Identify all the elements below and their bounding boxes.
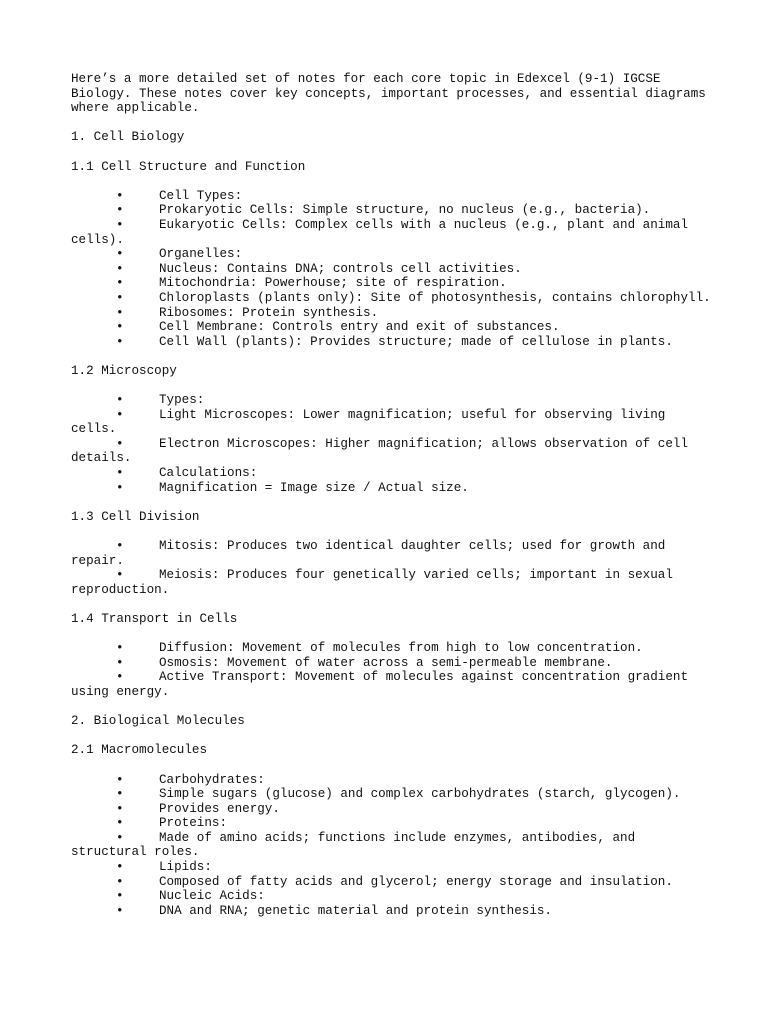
- bullet-text: Prokaryotic Cells: Simple structure, no nucleus (e.g., bacteria).: [159, 203, 651, 218]
- bullet-text: Magnification = Image size / Actual size.: [159, 480, 469, 495]
- bullet-item: [71, 306, 711, 321]
- bullet-item: [71, 904, 711, 919]
- bullet-dot-icon: •: [116, 480, 124, 495]
- bullet-dot-icon: •: [116, 816, 124, 831]
- bullet-dot-icon: •: [116, 188, 124, 203]
- bullet-list: [71, 539, 711, 597]
- bullet-item: [71, 276, 711, 291]
- bullet-item: [71, 203, 711, 218]
- section-heading: 2. Biological Molecules: [71, 714, 245, 729]
- bullet-dot-icon: •: [116, 261, 124, 276]
- bullet-dot-icon: •: [116, 874, 124, 889]
- bullet-dot-icon: •: [116, 860, 124, 875]
- bullet-text: Mitosis: Produces two identical daughter cells; used for growth and repair.: [71, 539, 673, 568]
- bullet-dot-icon: •: [116, 670, 124, 685]
- bullet-dot-icon: •: [116, 466, 124, 481]
- bullet-item: [71, 816, 711, 831]
- bullet-dot-icon: •: [116, 203, 124, 218]
- bullet-text: Mitochondria: Powerhouse; site of respiration.: [159, 276, 507, 291]
- bullet-text: Simple sugars (glucose) and complex carbohydrates (starch, glycogen).: [159, 787, 681, 802]
- bullet-item: [71, 787, 711, 802]
- bullet-dot-icon: •: [116, 393, 124, 408]
- bullet-dot-icon: •: [116, 903, 124, 918]
- bullet-list: [71, 189, 711, 350]
- bullet-text: Provides energy.: [159, 801, 280, 816]
- bullet-text: Eukaryotic Cells: Complex cells with a nucleus (e.g., plant and animal cells).: [71, 217, 696, 247]
- bullet-dot-icon: •: [116, 290, 124, 305]
- bullet-text: Light Microscopes: Lower magnification; useful for observing living cells.: [71, 407, 673, 437]
- bullet-dot-icon: •: [116, 247, 124, 262]
- bullet-item: [71, 408, 711, 437]
- bullet-item: [71, 568, 711, 597]
- bullet-item: [71, 802, 711, 817]
- bullet-text: Lipids:: [159, 860, 212, 875]
- bullet-dot-icon: •: [116, 801, 124, 816]
- document-page: [71, 72, 714, 933]
- bullet-text: Carbohydrates:: [159, 772, 265, 787]
- bullet-dot-icon: •: [116, 407, 124, 422]
- bullet-text: Meiosis: Produces four genetically varied cells; important in sexual reproduction.: [71, 568, 681, 597]
- subsection-heading: 1.2 Microscopy: [71, 363, 177, 378]
- bullet-item: [71, 335, 711, 350]
- bullet-text: Cell Wall (plants): Provides structure; made of cellulose in plants.: [159, 334, 673, 349]
- bullet-item: [71, 481, 711, 496]
- bullet-dot-icon: •: [116, 217, 124, 232]
- bullet-item: [71, 466, 711, 481]
- bullet-text: Osmosis: Movement of water across a semi-permeable membrane.: [159, 655, 613, 670]
- bullet-item: [71, 641, 711, 656]
- bullet-text: DNA and RNA; genetic material and protein synthesis.: [159, 903, 552, 918]
- bullet-item: [71, 218, 711, 247]
- bullet-text: Calculations:: [159, 466, 258, 481]
- bullet-text: Organelles:: [159, 247, 243, 262]
- bullet-text: Cell Membrane: Controls entry and exit of substances.: [159, 320, 560, 335]
- bullet-dot-icon: •: [116, 276, 124, 291]
- bullet-item: [71, 247, 711, 262]
- bullet-dot-icon: •: [116, 539, 124, 553]
- subsection-heading: 2.1 Macromolecules: [71, 743, 208, 758]
- bullet-item: [71, 539, 711, 568]
- bullet-dot-icon: •: [116, 787, 124, 802]
- notes-sections: [71, 130, 711, 918]
- bullet-item: [71, 875, 711, 890]
- bullet-text: Made of amino acids; functions include enzymes, antibodies, and structural roles.: [71, 830, 643, 860]
- bullet-item: [71, 320, 711, 335]
- bullet-text: Types:: [159, 393, 205, 408]
- bullet-item: [71, 773, 711, 788]
- bullet-text: Electron Microscopes: Higher magnification; allows observation of cell details.: [71, 436, 696, 466]
- bullet-text: Active Transport: Movement of molecules against concentration gradient using energy.: [71, 670, 696, 699]
- bullet-dot-icon: •: [116, 772, 124, 787]
- bullet-text: Cell Types:: [159, 188, 243, 203]
- intro-paragraph: Here’s a more detailed set of notes for each core topic in Edexcel (9-1) IGCSE Biology. These notes cover key concepts, important processes, and essential diagrams where applicable.: [71, 72, 714, 116]
- bullet-text: Nucleic Acids:: [159, 889, 265, 904]
- bullet-text: Diffusion: Movement of molecules from high to low concentration.: [159, 641, 643, 656]
- subsection-heading: 1.4 Transport in Cells: [71, 611, 238, 626]
- bullet-dot-icon: •: [116, 655, 124, 670]
- bullet-item: [71, 291, 711, 306]
- bullet-item: [71, 831, 711, 860]
- bullet-list: [71, 773, 711, 919]
- bullet-list: [71, 393, 711, 495]
- bullet-text: Ribosomes: Protein synthesis.: [159, 305, 379, 320]
- bullet-dot-icon: •: [116, 305, 124, 320]
- bullet-item: [71, 262, 711, 277]
- bullet-text: Proteins:: [159, 816, 228, 831]
- bullet-dot-icon: •: [116, 320, 124, 335]
- bullet-dot-icon: •: [116, 830, 124, 845]
- bullet-item: [71, 437, 711, 466]
- bullet-item: [71, 860, 711, 875]
- bullet-text: Nucleus: Contains DNA; controls cell activities.: [159, 261, 522, 276]
- bullet-text: Composed of fatty acids and glycerol; energy storage and insulation.: [159, 874, 673, 889]
- bullet-item: [71, 393, 711, 408]
- bullet-dot-icon: •: [116, 889, 124, 904]
- bullet-item: [71, 889, 711, 904]
- bullet-text: Chloroplasts (plants only): Site of photosynthesis, contains chlorophyll.: [159, 290, 711, 305]
- bullet-item: [71, 670, 711, 699]
- subsection-heading: 1.3 Cell Division: [71, 509, 200, 524]
- bullet-list: [71, 641, 711, 699]
- bullet-item: [71, 656, 711, 671]
- bullet-dot-icon: •: [116, 641, 124, 656]
- bullet-dot-icon: •: [116, 436, 124, 451]
- bullet-dot-icon: •: [116, 568, 124, 583]
- section-heading: 1. Cell Biology: [71, 130, 185, 145]
- subsection-heading: 1.1 Cell Structure and Function: [71, 159, 306, 174]
- bullet-dot-icon: •: [116, 334, 124, 349]
- bullet-item: [71, 189, 711, 204]
